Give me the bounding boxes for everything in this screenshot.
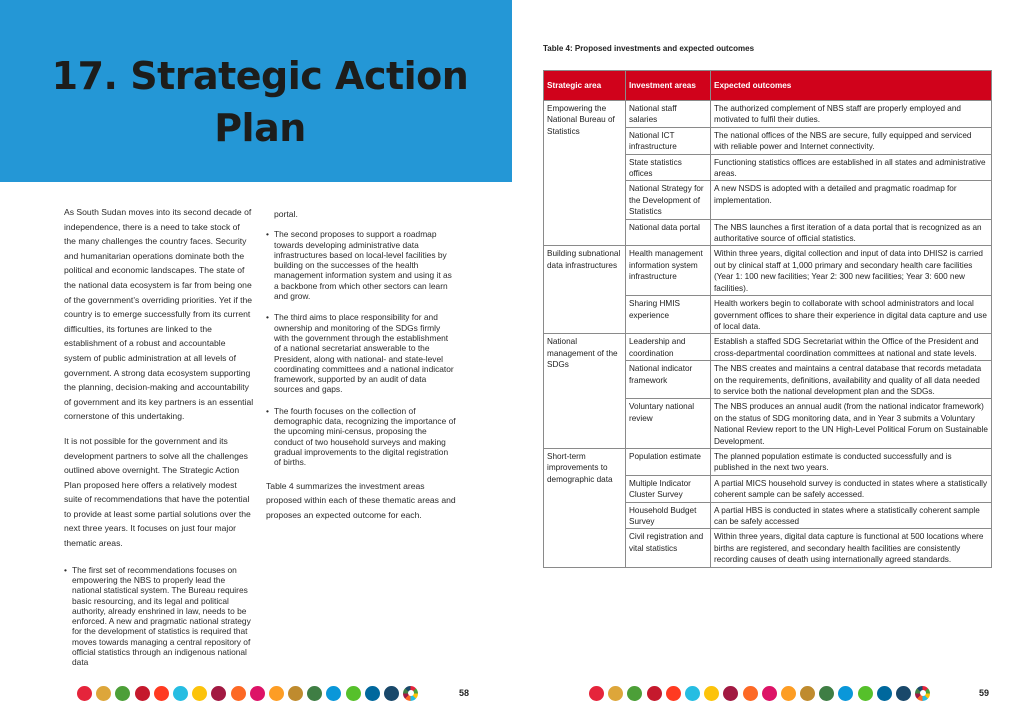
investment-cell: National data portal <box>626 219 711 246</box>
sdg-dot-icon <box>250 686 265 701</box>
sdg-dot-icon <box>800 686 815 701</box>
outcome-cell: The planned population estimate is conducted successfully and is published in the next two years. <box>711 448 992 475</box>
sdg-dot-icon <box>211 686 226 701</box>
table-row <box>544 448 992 475</box>
strategic-area-cell: National management of the SDGs <box>544 334 626 449</box>
sdg-dot-icon <box>704 686 719 701</box>
text-column-1 <box>64 205 254 668</box>
sdg-dot-icon <box>627 686 642 701</box>
outcome-cell: The NBS produces an annual audit (from the national indicator framework) on the status of SDG monitoring data, and in Year 3 submits a Voluntary National Review report to the UN High-Level Political Forum on Sustainable Development. <box>711 399 992 449</box>
strategic-area-cell: Empowering the National Bureau of Statistics <box>544 101 626 246</box>
sdg-dots-footer-left <box>77 685 418 701</box>
sdg-dot-icon <box>115 686 130 701</box>
table-summary-paragraph: Table 4 summarizes the investment areas proposed within each of these thematic areas and proposes an expected outcome for each. <box>266 480 456 520</box>
sdg-dot-icon <box>192 686 207 701</box>
sdg-wheel-icon <box>403 686 418 701</box>
table-row <box>544 334 992 361</box>
outcome-cell: A new NSDS is adopted with a detailed and pragmatic roadmap for implementation. <box>711 181 992 219</box>
page-number-right: 59 <box>979 688 990 698</box>
sdg-dot-icon <box>819 686 834 701</box>
outcome-cell: Functioning statistics offices are established in all states and administrative areas. <box>711 154 992 181</box>
bullet-continuation: portal. <box>274 209 298 219</box>
sdg-dot-icon <box>154 686 169 701</box>
outcome-cell: A partial MICS household survey is conducted in states where a statistically coherent sample can be safely accessed. <box>711 475 992 502</box>
recommendation-list-start <box>64 565 254 668</box>
page-title: 17. Strategic Action Plan <box>51 54 469 150</box>
investment-cell: National Strategy for the Development of Statistics <box>626 181 711 219</box>
sdg-dots-footer-right <box>589 685 930 701</box>
sdg-dot-icon <box>838 686 853 701</box>
header-strategic-area: Strategic area <box>544 71 626 101</box>
investment-cell: Multiple Indicator Cluster Survey <box>626 475 711 502</box>
sdg-dot-icon <box>269 686 284 701</box>
recommendation-item-1: • The first set of recommendations focuses on empowering the NBS to properly lead the national statistical system. The Bureau requires basic resourcing, and its legal and political authority, already enshrined in law, needs to be enforced. A new and pragmatic national strategy for the development of statistics is required that moves towards managing a central repository of official statistics through an indigenous national data <box>64 565 254 668</box>
sdg-dot-icon <box>231 686 246 701</box>
outcome-cell: A partial HBS is conducted in states where a statistically coherent sample can be safely accessed <box>711 502 992 529</box>
sdg-dot-icon <box>608 686 623 701</box>
investment-cell: National indicator framework <box>626 361 711 399</box>
sdg-dot-icon <box>877 686 892 701</box>
sdg-dot-icon <box>173 686 188 701</box>
sdg-dot-icon <box>135 686 150 701</box>
sdg-dot-icon <box>384 686 399 701</box>
investment-cell: National staff salaries <box>626 101 711 128</box>
investment-cell: State statistics offices <box>626 154 711 181</box>
table-header-row <box>544 71 992 101</box>
right-page <box>512 0 1024 724</box>
outcome-cell: The NBS creates and maintains a central database that records metadata on the requirements, definitions, availability and quality of all data needed to service both the national development plan and the SDGs. <box>711 361 992 399</box>
recommendation-item-2: • The second proposes to support a roadmap towards developing administrative data infrastructures based on local-level facilities by building on the successes of the health management information system and using it as a backbone from which other sectors can learn and grow. <box>266 229 456 301</box>
investment-cell: Leadership and coordination <box>626 334 711 361</box>
outcome-cell: The authorized complement of NBS staff are properly employed and motivated to fulfil their duties. <box>711 101 992 128</box>
sdg-dot-icon <box>288 686 303 701</box>
investment-cell: Sharing HMIS experience <box>626 296 711 334</box>
page-number-left: 58 <box>459 688 470 698</box>
table-caption: Table 4: Proposed investments and expected outcomes <box>543 44 755 53</box>
outcome-cell: Within three years, digital collection and input of data into DHIS2 is carried out by clinical staff at 1,000 primary and secondary health care facilities (Year 1: 100 new facilities; Year 2: 300 new facilities; Year 3: 600 new facilities). <box>711 246 992 296</box>
sdg-dot-icon <box>589 686 604 701</box>
sdg-dot-icon <box>346 686 361 701</box>
sdg-dot-icon <box>326 686 341 701</box>
header-investment-areas: Investment areas <box>626 71 711 101</box>
sdg-dot-icon <box>666 686 681 701</box>
sdg-dot-icon <box>96 686 111 701</box>
investment-cell: Health management information system infrastructure <box>626 246 711 296</box>
investment-cell: Voluntary national review <box>626 399 711 449</box>
outcome-cell: The national offices of the NBS are secure, fully equipped and serviced with reliable power and Internet connectivity. <box>711 127 992 154</box>
text-column-2 <box>266 209 456 522</box>
sdg-dot-icon <box>743 686 758 701</box>
intro-paragraph-2: It is not possible for the government and its development partners to solve all the challenges outlined above overnight. The Strategic Action Plan proposed here offers a relatively modest suite of recommendations that have the potential to provide at least some partial solutions over the next three years. It focuses on just four major thematic areas. <box>64 435 251 549</box>
sdg-dot-icon <box>858 686 873 701</box>
sdg-dot-icon <box>781 686 796 701</box>
sdg-wheel-icon <box>915 686 930 701</box>
investment-cell: National ICT infrastructure <box>626 127 711 154</box>
strategic-area-cell: Short-term improvements to demographic data <box>544 448 626 567</box>
recommendation-item-3: • The third aims to place responsibility for and ownership and monitoring of the SDGs firmly with the government through the establishment of a national secretariat answerable to the President, along with national- and state-level coordinating committees and a national indicator framework, supported by an audit of data sources and gaps. <box>266 312 456 394</box>
title-band <box>0 0 512 182</box>
sdg-dot-icon <box>647 686 662 701</box>
outcome-cell: Establish a staffed SDG Secretariat within the Office of the President and cross-departmental coordination committees at national and state levels. <box>711 334 992 361</box>
sdg-dot-icon <box>762 686 777 701</box>
table-row <box>544 101 992 128</box>
sdg-dot-icon <box>307 686 322 701</box>
investments-table <box>543 70 992 568</box>
investment-cell: Civil registration and vital statistics <box>626 529 711 567</box>
sdg-dot-icon <box>685 686 700 701</box>
recommendation-list <box>266 229 456 467</box>
investment-cell: Population estimate <box>626 448 711 475</box>
recommendation-item-4: • The fourth focuses on the collection of demographic data, recognizing the importance of the upcoming mini-census, proposing the conduct of two household surveys and making gradual improvements to the digital registration of births. <box>266 406 456 468</box>
intro-paragraph-1: As South Sudan moves into its second decade of independence, there is a need to take stock of the many challenges the country faces. Security and humanitarian operations dominate both the political and economic landscapes. The state of the national data ecosystem is far from being one of the government’s overriding priorities. Yet if the country is to emerge successfully from its current difficulties, its fortunes are linked to the establishment of a robust and accountable system of public administration at all levels of government. A strong data ecosystem supporting the planning, decision-making and accountability of government and its key partners is an essential cornerstone of this undertaking. <box>64 207 254 422</box>
outcome-cell: The NBS launches a first iteration of a data portal that is recognized as an authoritative source of official statistics. <box>711 219 992 246</box>
outcome-cell: Within three years, digital data capture is functional at 500 locations where births are registered, and secondary health facilities are consistently recording causes of death using internationally agreed standards. <box>711 529 992 567</box>
investment-cell: Household Budget Survey <box>626 502 711 529</box>
header-expected-outcomes: Expected outcomes <box>711 71 992 101</box>
outcome-cell: Health workers begin to collaborate with school administrators and local government offices to share their experience in digital data capture and use of local data. <box>711 296 992 334</box>
sdg-dot-icon <box>365 686 380 701</box>
strategic-area-cell: Building subnational data infrastructures <box>544 246 626 334</box>
sdg-dot-icon <box>77 686 92 701</box>
sdg-dot-icon <box>723 686 738 701</box>
table-row <box>544 246 992 296</box>
sdg-dot-icon <box>896 686 911 701</box>
